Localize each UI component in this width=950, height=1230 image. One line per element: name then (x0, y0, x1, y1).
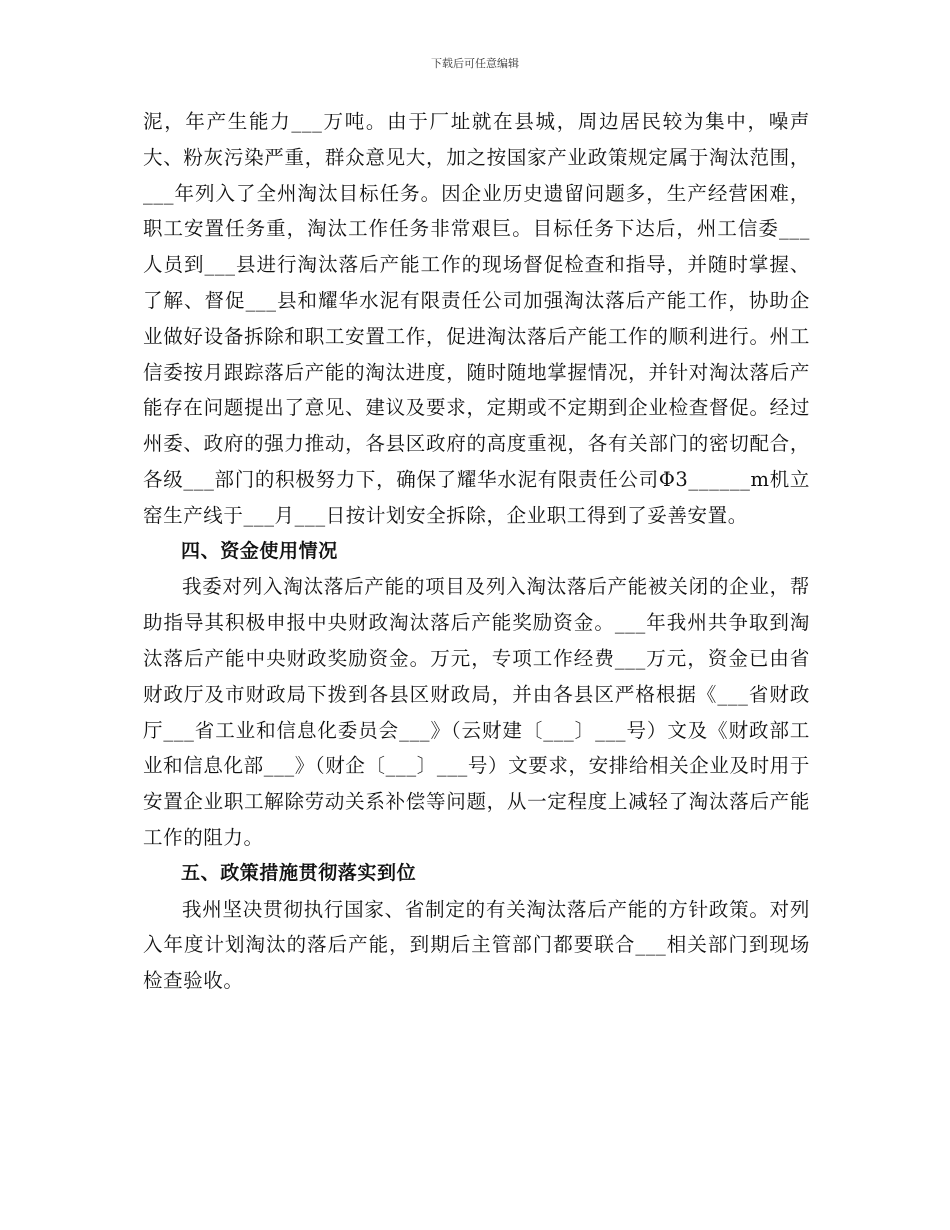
document-body (143, 104, 810, 999)
paragraph-policy: 我州坚决贯彻执行国家、省制定的有关淘汰落后产能的方针政策。对列入年度计划淘汰的落后产能，到期后主管部门都要联合___相关部门到现场检查验收。 (143, 897, 810, 993)
paragraph-funds: 我委对列入淘汰落后产能的项目及列入淘汰落后产能被关闭的企业，帮助指导其积极申报中央财政淘汰落后产能奖励资金。___年我州共争取到淘汰落后产能中央财政奖励资金。万元，专项工作经费___万元，资金已由省财政厅及市财政局下拨到各县区财政局，并由各县区严格根据《___省财政厅___省工业和信息化委员会___》（云财建〔___〕___号）文及《财政部工业和信息化部___》（财企〔___〕___号）文要求，安排给相关企业及时用于安置企业职工解除劳动关系补偿等问题，从一定程度上减轻了淘汰落后产能工作的阻力。 (143, 575, 810, 849)
section-heading-policy: 五、政策措施贯彻落实到位 (181, 861, 417, 884)
paragraph-continued: 泥，年产生能力___万吨。由于厂址就在县城，周边居民较为集中，噪声大、粉灰污染严重，群众意见大，加之按国家产业政策规定属于淘汰范围，___年列入了全州淘汰目标任务。因企业历史遗留问题多，生产经营困难，职工安置任务重，淘汰工作任务非常艰巨。目标任务下达后，州工信委___人员到___县进行淘汰落后产能工作的现场督促检查和指导，并随时掌握、了解、督促___县和耀华水泥有限责任公司加强淘汰落后产能工作，协助企业做好设备拆除和职工安置工作，促进淘汰落后产能工作的顺利进行。州工信委按月跟踪落后产能的淘汰进度，随时随地掌握情况，并针对淘汰落后产能存在问题提出了意见、建议及要求，定期或不定期到企业检查督促。经过州委、政府的强力推动，各县区政府的高度重视，各有关部门的密切配合，各级___部门的积极努力下，确保了耀华水泥有限责任公司Φ3______m机立窑生产线于___月___日按计划安全拆除，企业职工得到了妥善安置。 (143, 110, 810, 527)
section-heading-funds: 四、资金使用情况 (181, 539, 338, 562)
page-header: 下载后可任意编辑 (431, 57, 519, 70)
